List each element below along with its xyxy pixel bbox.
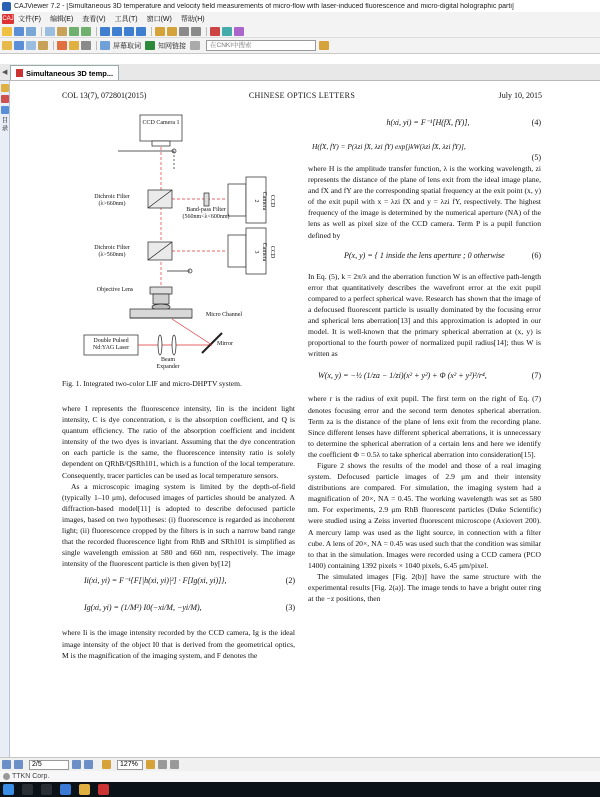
tab-scroll-left-icon[interactable]: ◀ bbox=[2, 69, 8, 76]
dropdown-icon[interactable] bbox=[190, 41, 200, 50]
highlight-icon[interactable] bbox=[57, 41, 67, 50]
paragraph: As a microscopic imaging system is limited by the depth-of-field (typically 1–10 μm), defocused images of particles should be analyzed. A diffraction-based model[11] is adopted to describe defocused particle images, based on two hypotheses: (i) fluorescence is regarded as incoherent light; (ii) fluorescence cropped by the filters is in such a narrow band range that the recorded fluorescence light from RhB and SRh101 is simplified as single wavelength emission at 580 and 660 nm, respectively. The image intensity of the fluorescent particle is then given by[12] bbox=[62, 481, 295, 569]
equation-3 bbox=[62, 593, 295, 623]
cnki-link-button[interactable]: 知网链接 bbox=[158, 42, 186, 50]
task-view-icon[interactable] bbox=[41, 784, 52, 795]
left-column bbox=[62, 111, 295, 661]
equation-7 bbox=[308, 359, 541, 393]
last-page-icon[interactable] bbox=[136, 27, 146, 36]
ccd-camera-1-box bbox=[140, 115, 182, 141]
label-ccd-camera-1: CCD Camera 1 bbox=[142, 120, 180, 126]
equation-6 bbox=[308, 241, 541, 271]
label-ccd-camera-3: CCD Camera 3 bbox=[253, 242, 275, 262]
window-titlebar bbox=[0, 0, 600, 12]
caj-logo: CAJ bbox=[2, 15, 14, 22]
cajviewer-taskbar-icon[interactable] bbox=[98, 784, 109, 795]
menu-help[interactable]: 帮助(H) bbox=[180, 15, 205, 23]
sidebar-toc-tab[interactable]: 目录 bbox=[1, 117, 9, 132]
paragraph: The simulated images [Fig. 2(b)] have the same structure with the experimental results [Fig. 2(a)]. The image tends to have a bright outer ring at the −z positions, then bbox=[308, 571, 541, 604]
select-tool-icon[interactable] bbox=[14, 41, 24, 50]
copy-icon[interactable] bbox=[45, 27, 55, 36]
tab-document[interactable] bbox=[10, 65, 119, 80]
search-go-icon[interactable] bbox=[319, 41, 329, 50]
cnki-search-input[interactable]: 在CNKI中搜索 bbox=[206, 40, 316, 51]
equation-5 bbox=[308, 135, 541, 163]
zoom-level-input[interactable]: 127% bbox=[117, 760, 143, 770]
document-tabbar bbox=[0, 64, 600, 81]
equation-body: Ii(xi, yi) = F⁻¹{F[|h(xi, yi)|²] · F[Ig(xi, yi)]}, bbox=[84, 576, 227, 586]
figure-1 bbox=[62, 111, 295, 373]
fit-page-icon[interactable] bbox=[179, 27, 189, 36]
open-folder-icon[interactable] bbox=[2, 27, 12, 36]
first-page-icon[interactable] bbox=[2, 760, 11, 769]
label-dichroic-filter-1: Dichroic Filter (λ>660nm) bbox=[94, 194, 130, 207]
pen-icon[interactable] bbox=[69, 41, 79, 50]
paragraph: where r is the radius of exit pupil. The first term on the right of Eq. (7) denotes focusing error and the second term denotes spherical aberration. Term za is the distance of the plane of lens exit from the recording plane. Since different lenses have different spherical aberrations, it is unnecessary to determine the spherical aberration of a certain lens and here we identify the coefficient Φ = 0.5λ to take spherical aberration into consideration[15]. bbox=[308, 394, 541, 459]
label-mirror: Mirror bbox=[217, 341, 233, 347]
zoom-in-icon[interactable] bbox=[146, 760, 155, 769]
print-icon[interactable] bbox=[26, 27, 36, 36]
toolbar-divider bbox=[206, 27, 207, 36]
paragraph: where I represents the fluorescence intensity, Iin is the incident light intensity, C is dye concentration, ε is the absorption coefficient, and Q is quantum efficiency. The ratio of the absorption coefficient and incident intensity of the two dyes is invariant. Assuming that the dye concentration on each particle is the same, the fluorescence intensity ratio is solely dependent on QRhB/QSRh101, which is a function of the local temperature. Consequently, tracer particles can be used as local temperature sensors. bbox=[62, 404, 295, 480]
copyright-icon bbox=[3, 773, 10, 780]
equation-body: P(x, y) = { 1 inside the lens aperture ; 0 otherwise bbox=[344, 250, 505, 260]
toolbar-divider bbox=[53, 41, 54, 50]
sidebar-thumb-icon[interactable] bbox=[1, 106, 9, 114]
bookmark-icon[interactable] bbox=[210, 27, 220, 36]
page-number-input[interactable]: 2/5 bbox=[29, 760, 69, 770]
eraser-icon[interactable] bbox=[81, 41, 91, 50]
paragraph: where H is the amplitude transfer function, λ is the working wavelength, zi represents the distance of the plane of lens exit from the ideal image plane, and fX and fY are the corresponding spatial frequency at the exit point (x, y) of the exit pupil with x = λzi fX and y = λzi fY, respectively. The highest frequency of the image is determined by the numerical aperture (NA) of the lens as well as pixel size of the CCD camera. Term P is a pupil function defined by bbox=[308, 164, 541, 240]
next-page-icon[interactable] bbox=[124, 27, 134, 36]
sidebar-note-icon[interactable] bbox=[1, 84, 9, 92]
first-page-icon[interactable] bbox=[100, 27, 110, 36]
tab-label: Simultaneous 3D temp... bbox=[26, 68, 114, 78]
menu-tools[interactable]: 工具(T) bbox=[114, 15, 138, 23]
paragraph: Figure 2 shows the results of the model and those of a real imaging system. Defocused particle images of 2.9 μm and their intensity distributions are compared. For simulation, the imaging system had a magnification of 20×, NA = 0.45. The working wavelength was set as 580 nm. For experiments, 2.9 μm RhB fluorescent particles (Duke Scientific) were studied using a Zeiss inverted fluorescent microscope (Axiovert 200). A mercury lamp was used as the light source, in connection with a filter cube. A lens of 20×, NA = 0.45 was used such that the condition was similar to that in the simulation. Images were recorded using a CCD camera (PCO 1400) containing 1392 pixels × 1040 pixels, 6.45 μm/pixel. bbox=[308, 460, 541, 570]
save-icon[interactable] bbox=[14, 27, 24, 36]
prev-page-icon[interactable] bbox=[14, 760, 23, 769]
running-head-journal: COL 13(7), 072801(2015) bbox=[62, 91, 147, 100]
undo-icon[interactable] bbox=[69, 27, 79, 36]
annotate-icon[interactable] bbox=[234, 27, 244, 36]
equation-number: (7) bbox=[531, 371, 541, 381]
label-bandpass-filter: Band-pass Filter (560nm<λ<600nm) bbox=[182, 207, 230, 220]
toolbar-divider bbox=[96, 41, 97, 50]
redo-icon[interactable] bbox=[81, 27, 91, 36]
edge-browser-icon[interactable] bbox=[60, 784, 71, 795]
copyright-text: TTKN Corp. bbox=[12, 773, 50, 780]
menu-bar bbox=[0, 12, 600, 25]
navigation-bar bbox=[0, 757, 600, 771]
equation-number: (2) bbox=[285, 576, 295, 586]
ocr-icon[interactable] bbox=[38, 41, 48, 50]
zoom-out-icon[interactable] bbox=[167, 27, 177, 36]
zoom-out-icon[interactable] bbox=[102, 760, 111, 769]
select-text-icon[interactable] bbox=[57, 27, 67, 36]
left-sidebar bbox=[0, 81, 10, 757]
main-toolbar bbox=[0, 25, 600, 38]
document-icon bbox=[16, 69, 23, 77]
rotate-icon[interactable] bbox=[222, 27, 232, 36]
micro-channel bbox=[130, 309, 192, 318]
equation-body: h(xi, yi) = F⁻¹[H(fX, fY)], bbox=[386, 118, 470, 127]
start-icon[interactable] bbox=[3, 784, 14, 795]
window-title: CAJViewer 7.2 - [Simultaneous 3D temperature and velocity field measurements of micro-flow with laser-induced fluorescence and micro-digital holographic parti] bbox=[14, 2, 514, 10]
equation-2 bbox=[62, 569, 295, 593]
prev-page-icon[interactable] bbox=[112, 27, 122, 36]
toolbar-divider bbox=[96, 27, 97, 36]
document-page bbox=[10, 81, 600, 757]
menu-view[interactable]: 查看(V) bbox=[82, 15, 106, 23]
cnki-link-icon[interactable] bbox=[145, 41, 155, 50]
search-icon[interactable] bbox=[22, 784, 33, 795]
hand-tool-icon[interactable] bbox=[2, 41, 12, 50]
equation-number: (3) bbox=[285, 603, 295, 613]
equation-4 bbox=[308, 111, 541, 135]
equation-body: W(x, y) = −½ (1/za − 1/zi)(x² + y²) + Φ (x² + y²)²/r⁴, bbox=[318, 371, 487, 381]
screen-capture-icon[interactable] bbox=[100, 41, 110, 50]
document-viewer[interactable] bbox=[10, 81, 600, 757]
equation-body: H(fX, fY) = P(λzi fX, λzi fY) exp[jkW(λzi fX, λzi fY)], bbox=[312, 142, 466, 151]
single-page-icon[interactable] bbox=[158, 760, 167, 769]
menu-edit[interactable]: 编辑(E) bbox=[49, 15, 74, 23]
continuous-page-icon[interactable] bbox=[170, 760, 179, 769]
screen-word-button[interactable]: 屏幕取词 bbox=[113, 42, 141, 50]
toolbar-divider bbox=[151, 27, 152, 36]
footer-bar bbox=[0, 771, 600, 782]
fit-width-icon[interactable] bbox=[191, 27, 201, 36]
objective-lens bbox=[150, 287, 172, 294]
toolbar-divider bbox=[41, 27, 42, 36]
sidebar-mark-icon[interactable] bbox=[1, 95, 9, 103]
paragraph: In Eq. (5), k = 2π/λ and the aberration function W is an effective path-length error that quantitatively describes the wavefront error at the exit pupil compared to a perfect spherical wave. Research has shown that the image of a defocused fluorescent particle is usually dominated by the focusing error and spherical lens aberration[13] and this approximation is adopted in our model. It is well-known that the primary spherical aberration at (x, y) is proportional to the fourth power of normalized pupil radius[14]; thus W is written as bbox=[308, 271, 541, 359]
next-page-icon[interactable] bbox=[72, 760, 81, 769]
equation-number: (6) bbox=[531, 250, 541, 260]
right-column bbox=[308, 111, 541, 604]
app-icon bbox=[2, 2, 11, 11]
file-explorer-icon[interactable] bbox=[79, 784, 90, 795]
figure-1-caption: Fig. 1. Integrated two-color LIF and micro-DHPTV system. bbox=[62, 379, 242, 388]
paragraph: where Ii is the image intensity recorded by the CCD camera, Ig is the ideal image intensity of the object I0 that is derived from the geometrical optics, M is the magnification of the imaging system, and F denotes the bbox=[62, 628, 295, 660]
running-head-title: CHINESE OPTICS LETTERS bbox=[248, 91, 356, 100]
secondary-toolbar bbox=[0, 38, 600, 54]
label-objective-lens: Objective Lens bbox=[96, 287, 134, 293]
running-head-date: July 10, 2015 bbox=[498, 91, 542, 100]
zoom-in-icon[interactable] bbox=[155, 27, 165, 36]
label-micro-channel: Micro Channel bbox=[205, 312, 243, 318]
last-page-icon[interactable] bbox=[84, 760, 93, 769]
equation-number: (4) bbox=[531, 118, 541, 127]
label-dichroic-filter-2: Dichroic Filter (λ>560nm) bbox=[94, 245, 130, 258]
os-taskbar bbox=[0, 782, 600, 797]
equation-number: (5) bbox=[531, 153, 541, 162]
menu-window[interactable]: 窗口(W) bbox=[146, 15, 172, 23]
label-beam-expander: Beam Expander bbox=[156, 357, 180, 370]
equation-body: Ig(xi, yi) = (1/M²) I0(−xi/M, −yi/M), bbox=[84, 603, 202, 613]
label-laser: Double Pulsed Nd:YAG Laser bbox=[92, 338, 130, 351]
menu-file[interactable]: 文件(F) bbox=[18, 15, 41, 23]
snapshot-icon[interactable] bbox=[26, 41, 36, 50]
label-ccd-camera-2: CCD Camera 2 bbox=[253, 191, 275, 211]
running-head bbox=[62, 91, 542, 103]
